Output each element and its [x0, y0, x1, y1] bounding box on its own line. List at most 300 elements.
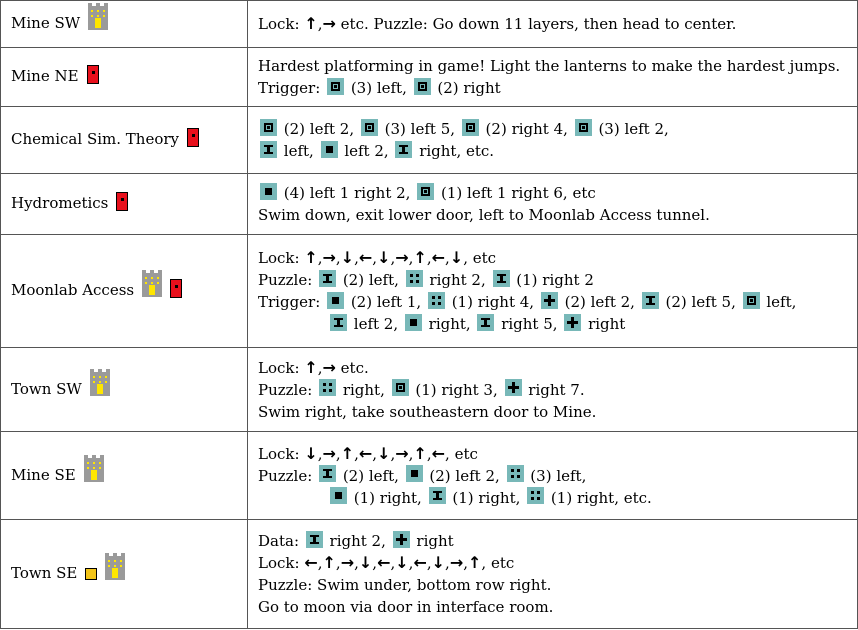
- quad-dot-tile-icon: [527, 487, 544, 504]
- note-text: , etc: [445, 444, 478, 463]
- note-text: ,: [317, 554, 323, 572]
- note-text: ,: [354, 444, 359, 463]
- tower-window: [151, 277, 153, 279]
- note-text: right: [411, 532, 454, 550]
- ring-tile-icon: [417, 183, 434, 200]
- note-line: [258, 530, 851, 552]
- left-arrow-icon: ←: [377, 553, 391, 572]
- red-door-icon: [187, 128, 199, 147]
- ibeam-tile-icon: [319, 465, 336, 482]
- table-row: [1, 107, 858, 174]
- table-row: [1, 1, 858, 48]
- tower-crenel: [150, 270, 154, 274]
- location-cell: [1, 520, 248, 629]
- note-text: ,: [445, 554, 450, 572]
- quad-dot-tile-icon: [406, 270, 423, 287]
- note-text: right,: [338, 380, 390, 399]
- tower-crenel: [88, 3, 92, 7]
- tower-window: [93, 462, 95, 464]
- ring-tile-icon: [414, 78, 431, 95]
- yellow-square-icon: [85, 568, 97, 580]
- tower-window: [91, 10, 93, 12]
- down-arrow-icon: ↓: [304, 443, 318, 463]
- tower-door: [91, 470, 97, 480]
- tile-mark: [433, 498, 442, 500]
- tile-mark: [750, 299, 753, 302]
- note-text: (1) right 2: [511, 271, 594, 289]
- note-text: right 2,: [324, 532, 391, 550]
- right-arrow-icon: →: [395, 443, 409, 463]
- tower-window: [108, 565, 110, 567]
- note-text: (1) right,: [447, 488, 526, 507]
- tower-window: [93, 381, 95, 383]
- dot-tile-icon: [405, 314, 422, 331]
- note-line: [258, 182, 851, 204]
- tile-mark: [511, 469, 514, 472]
- tower-crenel: [105, 553, 109, 557]
- left-arrow-icon: ←: [431, 443, 446, 463]
- note-text: ,: [354, 554, 359, 572]
- tower-window: [145, 277, 147, 279]
- note-text: ,: [335, 249, 341, 267]
- note-line: [258, 552, 851, 574]
- note-text: ,: [408, 444, 414, 463]
- dot-tile-icon: [330, 487, 347, 504]
- tile-mark: [544, 299, 555, 302]
- right-arrow-icon: →: [395, 248, 409, 267]
- note-line: [258, 379, 851, 401]
- tower-window: [157, 282, 159, 284]
- note-text: (3) left 5,: [379, 120, 460, 138]
- left-arrow-icon: ←: [431, 248, 446, 267]
- quad-dot-tile-icon: [428, 292, 445, 309]
- right-arrow-icon: →: [322, 443, 336, 463]
- note-text: Lock:: [258, 554, 305, 572]
- up-arrow-icon: ↑: [304, 357, 318, 377]
- ibeam-tile-icon: [306, 531, 323, 548]
- tower-window: [120, 565, 122, 567]
- tower-door: [149, 285, 155, 295]
- up-arrow-icon: ↑: [340, 443, 355, 463]
- note-text: , etc: [463, 249, 497, 267]
- location-cell: [1, 48, 248, 107]
- red-door-icon: [116, 192, 128, 211]
- tower-window: [99, 467, 101, 469]
- location-cell: [1, 235, 248, 348]
- note-text: ,: [426, 249, 432, 267]
- dot-tile-icon: [321, 141, 338, 158]
- tile-mark: [497, 281, 506, 283]
- tile-mark: [399, 152, 408, 154]
- note-text: right 2,: [424, 271, 491, 289]
- note-text: (4) left 1 right 2,: [279, 184, 416, 202]
- note-text: Puzzle: Swim under, bottom row right.: [258, 576, 552, 594]
- location-name: Mine NE: [11, 67, 79, 86]
- note-line: [258, 247, 851, 269]
- ring-tile-icon: [743, 292, 760, 309]
- tile-mark: [334, 85, 337, 88]
- tile-mark: [567, 321, 578, 324]
- tile-mark: [517, 475, 520, 478]
- note-line: [258, 269, 851, 291]
- note-text: Puzzle:: [258, 466, 318, 485]
- note-line: [258, 140, 851, 162]
- tower-window: [114, 560, 116, 562]
- note-text: ,: [372, 249, 378, 267]
- ring-tile-icon: [575, 119, 592, 136]
- notes-cell: [248, 107, 858, 174]
- tower-window: [145, 282, 147, 284]
- note-text: ,: [390, 249, 396, 267]
- ring-tile-icon: [327, 78, 344, 95]
- tile-mark: [323, 476, 332, 478]
- note-text: (2) right: [432, 79, 501, 97]
- note-text: Trigger:: [258, 293, 326, 311]
- up-arrow-icon: ↑: [413, 443, 427, 463]
- tile-mark: [511, 475, 514, 478]
- red-door-icon: [170, 279, 182, 298]
- tower-icon: [90, 372, 110, 396]
- table-row: [1, 174, 858, 235]
- note-line: [258, 55, 851, 77]
- tile-mark: [396, 538, 407, 541]
- tile-mark: [329, 389, 332, 392]
- dot-tile-icon: [260, 183, 277, 200]
- ibeam-tile-icon: [477, 314, 494, 331]
- note-text: ,: [354, 249, 359, 267]
- tile-mark: [416, 274, 419, 277]
- note-text: ,: [390, 554, 396, 572]
- note-text: ,: [445, 249, 450, 267]
- note-text: Lock:: [258, 444, 305, 463]
- tower-window: [103, 15, 105, 17]
- tower-window: [103, 10, 105, 12]
- ibeam-tile-icon: [260, 141, 277, 158]
- tile-mark: [537, 491, 540, 494]
- plus-tile-icon: [505, 379, 522, 396]
- note-text: (2) left,: [338, 466, 404, 485]
- plus-tile-icon: [541, 292, 558, 309]
- tile-mark: [424, 190, 427, 193]
- note-text: ,: [317, 249, 323, 267]
- ibeam-tile-icon: [493, 270, 510, 287]
- red-door-icon: [87, 65, 99, 84]
- tower-icon: [88, 6, 108, 30]
- location-name: Moonlab Access: [11, 281, 135, 299]
- tile-mark: [323, 281, 332, 283]
- notes-cell: [248, 348, 858, 432]
- tile-mark: [265, 188, 272, 195]
- tower-door: [95, 18, 101, 28]
- location-cell: [1, 174, 248, 235]
- note-text: left,: [761, 293, 797, 311]
- tower-icon: [105, 556, 125, 580]
- ring-tile-icon: [392, 379, 409, 396]
- note-text: Lock:: [258, 358, 305, 377]
- quad-dot-tile-icon: [507, 465, 524, 482]
- location-cell: [1, 348, 248, 432]
- tile-mark: [508, 386, 519, 389]
- note-text: ,: [426, 444, 432, 463]
- tower-window: [105, 381, 107, 383]
- notes-cell: [248, 432, 858, 520]
- note-text: ,: [426, 554, 432, 572]
- up-arrow-icon: ↑: [322, 553, 336, 572]
- note-text: (3) left,: [346, 79, 412, 97]
- location-name: Mine SW: [11, 14, 81, 32]
- note-text: (2) left 1,: [346, 293, 426, 311]
- tile-mark: [329, 383, 332, 386]
- tower-crenel: [98, 369, 102, 373]
- note-text: Puzzle:: [258, 380, 318, 399]
- tile-mark: [368, 126, 371, 129]
- tile-mark: [438, 302, 441, 305]
- tower-window: [87, 462, 89, 464]
- note-text: ,: [317, 444, 323, 463]
- note-text: right,: [423, 315, 476, 333]
- tile-mark: [438, 296, 441, 299]
- tower-door: [97, 384, 103, 394]
- location-name: Chemical Sim. Theory: [11, 130, 179, 149]
- tower-crenel: [106, 369, 110, 373]
- location-name: Town SE: [11, 564, 78, 582]
- left-arrow-icon: ←: [304, 553, 318, 572]
- tower-window: [93, 376, 95, 378]
- tower-window: [114, 565, 116, 567]
- note-text: ,: [335, 554, 341, 572]
- note-line: [258, 204, 851, 226]
- tower-window: [105, 376, 107, 378]
- note-text: (1) right 3,: [410, 380, 503, 399]
- tower-window: [99, 462, 101, 464]
- note-text: (2) left 2,: [424, 466, 505, 485]
- tower-door: [112, 568, 118, 578]
- note-text: Puzzle:: [258, 271, 318, 289]
- note-text: etc. Puzzle: Go down 11 layers, then head to center.: [335, 15, 737, 33]
- tile-mark: [326, 146, 333, 153]
- note-line: [258, 574, 851, 596]
- dot-tile-icon: [327, 292, 344, 309]
- notes-cell: [248, 1, 858, 48]
- down-arrow-icon: ↓: [358, 553, 373, 572]
- note-text: right 7.: [523, 380, 585, 399]
- note-text: (2) left 5,: [660, 293, 741, 311]
- tile-mark: [531, 491, 534, 494]
- right-arrow-icon: →: [340, 553, 355, 572]
- tile-mark: [537, 497, 540, 500]
- note-text: ,: [372, 444, 378, 463]
- tower-window: [99, 381, 101, 383]
- note-text: ,: [408, 249, 414, 267]
- note-text: Swim right, take southeastern door to Mine.: [258, 402, 597, 421]
- tower-window: [151, 282, 153, 284]
- left-arrow-icon: ←: [358, 443, 373, 463]
- notes-cell: [248, 520, 858, 629]
- note-text: left,: [279, 142, 319, 160]
- tower-crenel: [96, 3, 100, 7]
- location-cell: [1, 107, 248, 174]
- plus-tile-icon: [393, 531, 410, 548]
- note-text: (2) right 4,: [480, 120, 573, 138]
- tower-icon: [84, 458, 104, 482]
- down-arrow-icon: ↓: [377, 248, 391, 267]
- location-name: Mine SE: [11, 465, 76, 484]
- ring-tile-icon: [462, 119, 479, 136]
- tile-mark: [411, 470, 418, 477]
- ibeam-tile-icon: [395, 141, 412, 158]
- tile-mark: [582, 126, 585, 129]
- tile-mark: [421, 85, 424, 88]
- tile-mark: [646, 303, 655, 305]
- table-row: [1, 432, 858, 520]
- tower-crenel: [92, 455, 96, 459]
- note-text: (3) left 2,: [593, 120, 669, 138]
- tile-mark: [469, 126, 472, 129]
- up-arrow-icon: ↑: [413, 248, 427, 267]
- tower-crenel: [142, 270, 146, 274]
- tower-window: [97, 15, 99, 17]
- tile-mark: [332, 297, 339, 304]
- table-row: [1, 520, 858, 629]
- note-text: etc.: [335, 358, 369, 377]
- tower-window: [108, 560, 110, 562]
- tile-mark: [334, 325, 343, 327]
- tower-crenel: [104, 3, 108, 7]
- tile-mark: [267, 126, 270, 129]
- note-text: left 2,: [339, 142, 394, 160]
- tower-crenel: [158, 270, 162, 274]
- tile-mark: [399, 386, 402, 389]
- tower-crenel: [121, 553, 125, 557]
- note-text: ,: [463, 554, 468, 572]
- tower-crenel: [90, 369, 94, 373]
- note-text: , etc: [481, 554, 515, 572]
- note-text: (1) left 1 right 6, etc: [436, 184, 596, 202]
- note-text: ,: [317, 15, 323, 33]
- note-text: right, etc.: [414, 142, 495, 160]
- down-arrow-icon: ↓: [340, 248, 355, 267]
- note-text: (2) left,: [338, 271, 404, 289]
- tile-mark: [310, 542, 319, 544]
- ring-tile-icon: [361, 119, 378, 136]
- tower-window: [120, 560, 122, 562]
- note-line: [258, 313, 851, 335]
- location-name: Town SW: [11, 379, 82, 398]
- notes-cell: [248, 235, 858, 348]
- note-text: Trigger:: [258, 79, 326, 97]
- left-arrow-icon: ←: [358, 248, 373, 267]
- note-text: ,: [390, 444, 396, 463]
- note-text: Swim down, exit lower door, left to Moonlab Access tunnel.: [258, 206, 710, 224]
- note-line: [258, 118, 851, 140]
- tile-mark: [432, 296, 435, 299]
- tower-window: [93, 467, 95, 469]
- tower-window: [87, 467, 89, 469]
- notes-cell: [248, 48, 858, 107]
- note-text: (2) left 2,: [559, 293, 640, 311]
- up-arrow-icon: ↑: [304, 14, 318, 33]
- tower-crenel: [113, 553, 117, 557]
- note-text: left 2,: [349, 315, 403, 333]
- note-text: Hardest platforming in game! Light the lanterns to make the hardest jumps.: [258, 57, 841, 75]
- note-text: Lock:: [258, 15, 305, 33]
- right-arrow-icon: →: [449, 553, 464, 572]
- note-text: ,: [408, 554, 414, 572]
- note-text: (1) right, etc.: [546, 488, 652, 507]
- left-arrow-icon: ←: [413, 553, 427, 572]
- tile-mark: [410, 274, 413, 277]
- note-text: (2) left 2,: [279, 120, 359, 138]
- note-line: [258, 401, 851, 423]
- tile-mark: [264, 152, 273, 154]
- up-arrow-icon: ↑: [304, 248, 318, 267]
- note-line: [258, 291, 851, 313]
- dot-tile-icon: [406, 465, 423, 482]
- ring-tile-icon: [260, 119, 277, 136]
- tile-mark: [432, 302, 435, 305]
- location-cell: [1, 1, 248, 48]
- note-text: right 5,: [496, 315, 563, 333]
- down-arrow-icon: ↓: [449, 248, 464, 267]
- ibeam-tile-icon: [319, 270, 336, 287]
- note-line: [258, 596, 851, 618]
- note-line: [258, 487, 851, 509]
- note-text: ,: [335, 444, 341, 463]
- tile-mark: [410, 280, 413, 283]
- tile-mark: [481, 325, 490, 327]
- note-text: (3) left,: [525, 466, 587, 485]
- table-row: [1, 348, 858, 432]
- ibeam-tile-icon: [642, 292, 659, 309]
- note-text: Go to moon via door in interface room.: [258, 598, 554, 616]
- tower-window: [97, 10, 99, 12]
- down-arrow-icon: ↓: [377, 443, 391, 463]
- note-text: (1) right,: [349, 488, 427, 507]
- tile-mark: [416, 280, 419, 283]
- tile-mark: [323, 389, 326, 392]
- note-text: ,: [317, 358, 323, 377]
- note-text: (1) right 4,: [446, 293, 539, 311]
- tile-mark: [531, 497, 534, 500]
- note-text: Lock:: [258, 249, 305, 267]
- note-text: ,: [372, 554, 378, 572]
- plus-tile-icon: [564, 314, 581, 331]
- note-line: [258, 357, 851, 379]
- tile-mark: [410, 319, 417, 326]
- up-arrow-icon: ↑: [468, 553, 482, 572]
- right-arrow-icon: →: [322, 248, 336, 267]
- tile-mark: [517, 469, 520, 472]
- location-cell: [1, 432, 248, 520]
- notes-cell: [248, 174, 858, 235]
- note-text: Data:: [258, 532, 304, 550]
- right-arrow-icon: →: [322, 14, 336, 33]
- location-name: Hydrometics: [11, 194, 109, 213]
- ibeam-tile-icon: [330, 314, 347, 331]
- note-line: [258, 465, 851, 487]
- note-line: [258, 443, 851, 465]
- down-arrow-icon: ↓: [431, 553, 446, 572]
- note-text: right: [583, 315, 626, 333]
- tower-icon: [142, 273, 162, 297]
- table-row: [1, 48, 858, 107]
- ibeam-tile-icon: [429, 487, 446, 504]
- tower-window: [91, 15, 93, 17]
- tower-window: [99, 376, 101, 378]
- table-row: [1, 235, 858, 348]
- tower-crenel: [84, 455, 88, 459]
- right-arrow-icon: →: [322, 357, 336, 377]
